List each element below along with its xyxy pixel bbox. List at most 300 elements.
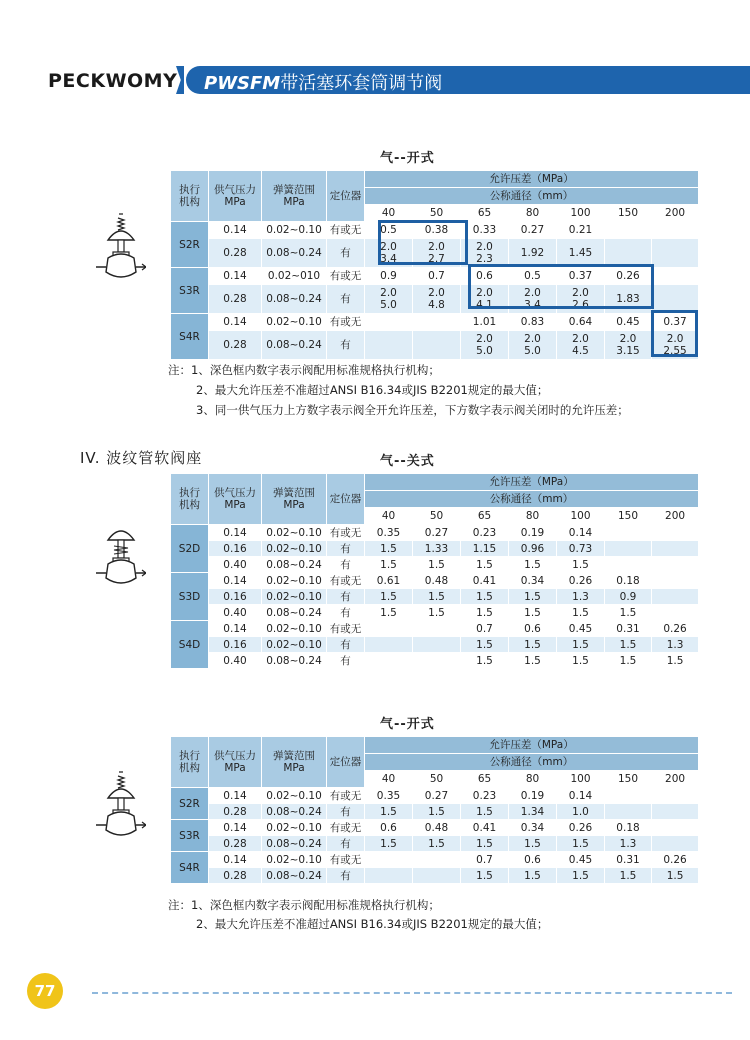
col-size: 150 (605, 508, 652, 525)
value-cell: 1.5 (557, 653, 605, 669)
value-cell: 0.14 (557, 788, 605, 804)
page-header (0, 66, 750, 94)
value-cell: 0.6 (509, 852, 557, 868)
value-cell: 1.45 (557, 239, 605, 268)
value-cell: 0.26 (605, 268, 652, 285)
table-row (171, 314, 699, 331)
col-size: 80 (509, 508, 557, 525)
value-cell (652, 222, 699, 239)
value-line: 4.8 (428, 299, 445, 311)
supply-cell: 0.28 (209, 804, 262, 820)
value-cell: 1.5 (461, 557, 509, 573)
table-row (171, 852, 699, 868)
col-size: 150 (605, 771, 652, 788)
value-cell: 1.5 (509, 868, 557, 884)
col-supply-l2: MPa (224, 196, 246, 208)
supply-cell: 0.40 (209, 557, 262, 573)
value-cell: 0.34 (509, 573, 557, 589)
footer-divider (92, 992, 732, 994)
value-cell: 0.23 (461, 788, 509, 804)
supply-cell: 0.14 (209, 525, 262, 541)
value-cell (461, 331, 509, 360)
col-size: 100 (557, 508, 605, 525)
page-number: 77 (27, 973, 63, 1009)
table-row (171, 868, 699, 884)
col-positioner: 定位器 (327, 171, 365, 222)
supply-cell: 0.14 (209, 222, 262, 239)
value-cell (652, 268, 699, 285)
value-cell: 1.5 (413, 804, 461, 820)
actuator-cell: S2R (171, 222, 209, 268)
value-cell: 0.26 (652, 621, 699, 637)
value-line: 4.5 (572, 345, 589, 357)
spring-cell: 0.08~0.24 (262, 804, 327, 820)
value-cell (365, 637, 413, 653)
value-cell (652, 804, 699, 820)
valve-diagram-air-open-2-icon (96, 770, 146, 850)
value-cell: 0.96 (509, 541, 557, 557)
table2 (170, 473, 699, 669)
value-cell (605, 239, 652, 268)
note-3: 3、同一供气压力上方数字表示阀全开允许压差，下方数字表示阀关闭时的允许压差； (196, 403, 629, 417)
table-row (171, 268, 699, 285)
value-cell: 0.61 (365, 573, 413, 589)
col-supply-l2: MPa (224, 762, 246, 774)
note-t3-1: 注：1、深色框内数字表示阀配用标准规格执行机构； (168, 898, 440, 912)
value-cell: 1.5 (605, 637, 652, 653)
col-spring-l1: 弹簧范围 (273, 184, 315, 196)
spring-cell: 0.08~0.24 (262, 285, 327, 314)
value-cell: 1.5 (461, 868, 509, 884)
value-cell: 1.5 (557, 868, 605, 884)
value-cell: 0.27 (509, 222, 557, 239)
value-cell (461, 239, 509, 268)
value-cell: 0.7 (413, 268, 461, 285)
col-supply (209, 171, 262, 222)
col-size: 65 (461, 205, 509, 222)
value-cell (365, 621, 413, 637)
value-cell: 0.35 (365, 788, 413, 804)
spring-cell: 0.02~0.10 (262, 573, 327, 589)
value-cell: 1.5 (509, 589, 557, 605)
spring-cell: 0.08~0.24 (262, 653, 327, 669)
col-positioner: 定位器 (327, 474, 365, 525)
value-line: 2.6 (572, 299, 589, 311)
positioner-cell: 有 (327, 239, 365, 268)
value-cell: 0.45 (605, 314, 652, 331)
value-cell (605, 557, 652, 573)
supply-cell: 0.14 (209, 314, 262, 331)
value-cell: 1.5 (365, 541, 413, 557)
value-cell: 0.26 (557, 573, 605, 589)
value-cell (413, 314, 461, 331)
positioner-cell: 有 (327, 653, 365, 669)
spring-cell: 0.02~0.10 (262, 852, 327, 868)
col-actuator-l1: 执行 (179, 750, 200, 762)
value-cell (413, 637, 461, 653)
positioner-cell: 有 (327, 868, 365, 884)
value-cell (557, 285, 605, 314)
spring-cell: 0.08~0.24 (262, 557, 327, 573)
value-cell: 1.5 (461, 605, 509, 621)
value-line: 2.0 (476, 241, 493, 253)
value-cell: 0.34 (509, 820, 557, 836)
value-cell: 1.01 (461, 314, 509, 331)
supply-cell: 0.16 (209, 589, 262, 605)
supply-cell: 0.14 (209, 788, 262, 804)
supply-cell: 0.28 (209, 331, 262, 360)
supply-cell: 0.14 (209, 621, 262, 637)
value-cell: 0.48 (413, 820, 461, 836)
col-spring (262, 737, 327, 788)
positioner-cell: 有 (327, 804, 365, 820)
value-cell: 1.3 (605, 836, 652, 852)
col-size: 200 (652, 205, 699, 222)
value-line: 3.15 (616, 345, 640, 357)
col-supply-l1: 供气压力 (214, 184, 256, 196)
table1-title: 气--开式 (380, 151, 435, 166)
value-cell: 1.33 (413, 541, 461, 557)
value-cell: 0.19 (509, 525, 557, 541)
positioner-cell: 有或无 (327, 852, 365, 868)
col-size: 200 (652, 508, 699, 525)
col-size: 100 (557, 205, 605, 222)
value-cell: 0.45 (557, 621, 605, 637)
col-supply-l1: 供气压力 (214, 750, 256, 762)
positioner-cell: 有或无 (327, 820, 365, 836)
spring-cell: 0.08~0.24 (262, 836, 327, 852)
value-cell (413, 239, 461, 268)
value-line: 4.1 (476, 299, 493, 311)
spring-cell: 0.02~0.10 (262, 637, 327, 653)
value-cell: 1.34 (509, 804, 557, 820)
supply-cell: 0.28 (209, 285, 262, 314)
value-line: 3.4 (524, 299, 541, 311)
col-dn: 公称通径（mm） (365, 754, 699, 771)
value-cell: 1.83 (605, 285, 652, 314)
actuator-cell: S3R (171, 268, 209, 314)
col-dp: 允许压差（MPa） (365, 737, 699, 754)
table3 (170, 736, 699, 884)
col-actuator-l1: 执行 (179, 487, 200, 499)
spring-cell: 0.08~0.24 (262, 605, 327, 621)
value-cell: 1.5 (557, 557, 605, 573)
value-cell: 1.5 (413, 605, 461, 621)
col-actuator-l2: 机构 (179, 196, 200, 208)
value-cell (652, 285, 699, 314)
table-row (171, 804, 699, 820)
supply-cell: 0.14 (209, 573, 262, 589)
value-cell: 0.35 (365, 525, 413, 541)
table2-title: 气--关式 (380, 454, 435, 469)
col-supply (209, 737, 262, 788)
value-cell: 1.3 (652, 637, 699, 653)
value-cell (557, 331, 605, 360)
spring-cell: 0.02~0.10 (262, 788, 327, 804)
value-cell: 1.3 (557, 589, 605, 605)
table-row (171, 788, 699, 804)
positioner-cell: 有或无 (327, 788, 365, 804)
note-1: 注：1、深色框内数字表示阀配用标准规格执行机构； (168, 363, 440, 377)
title-cn: 带活塞环套筒调节阀 (280, 73, 443, 94)
value-cell (413, 285, 461, 314)
col-spring-l2: MPa (283, 762, 305, 774)
table-row (171, 573, 699, 589)
value-cell: 0.37 (557, 268, 605, 285)
table-row (171, 222, 699, 239)
page-title (204, 69, 442, 95)
value-cell: 1.5 (365, 804, 413, 820)
actuator-cell: S2R (171, 788, 209, 820)
col-spring-l2: MPa (283, 196, 305, 208)
table-row (171, 605, 699, 621)
supply-cell: 0.14 (209, 268, 262, 285)
value-cell: 0.23 (461, 525, 509, 541)
value-cell: 1.5 (365, 557, 413, 573)
value-cell: 1.5 (461, 589, 509, 605)
table-row (171, 637, 699, 653)
value-cell (652, 589, 699, 605)
value-cell: 0.33 (461, 222, 509, 239)
supply-cell: 0.40 (209, 605, 262, 621)
value-cell (652, 836, 699, 852)
value-cell (652, 573, 699, 589)
positioner-cell: 有 (327, 836, 365, 852)
positioner-cell: 有 (327, 285, 365, 314)
col-actuator-l2: 机构 (179, 762, 200, 774)
col-size: 40 (365, 771, 413, 788)
col-size: 80 (509, 205, 557, 222)
value-cell: 1.5 (461, 836, 509, 852)
value-cell: 1.5 (557, 637, 605, 653)
brand-logo: PECKWOMY (48, 70, 178, 92)
value-cell: 1.0 (557, 804, 605, 820)
value-line: 5.0 (380, 299, 397, 311)
value-line: 5.0 (476, 345, 493, 357)
value-cell: 0.83 (509, 314, 557, 331)
value-cell: 1.5 (509, 557, 557, 573)
valve-diagram-air-close-icon (96, 518, 146, 598)
value-cell: 1.5 (509, 653, 557, 669)
value-cell (413, 852, 461, 868)
col-actuator (171, 737, 209, 788)
supply-cell: 0.40 (209, 653, 262, 669)
positioner-cell: 有 (327, 541, 365, 557)
positioner-cell: 有 (327, 589, 365, 605)
value-cell (413, 621, 461, 637)
table-row (171, 239, 699, 268)
value-cell (413, 653, 461, 669)
table-row (171, 525, 699, 541)
value-cell: 0.5 (509, 268, 557, 285)
value-cell: 1.5 (652, 868, 699, 884)
title-model: PWSFM (204, 73, 281, 94)
actuator-cell: S3D (171, 573, 209, 621)
value-cell: 1.5 (461, 653, 509, 669)
col-size: 150 (605, 205, 652, 222)
spring-cell: 0.08~0.24 (262, 868, 327, 884)
value-cell: 0.27 (413, 788, 461, 804)
value-cell (365, 314, 413, 331)
table-row (171, 621, 699, 637)
value-cell: 0.37 (652, 314, 699, 331)
value-line: 2.0 (524, 333, 541, 345)
value-cell (461, 285, 509, 314)
value-cell (605, 222, 652, 239)
value-cell: 0.31 (605, 621, 652, 637)
spring-cell: 0.02~0.10 (262, 589, 327, 605)
value-cell: 0.7 (461, 621, 509, 637)
positioner-cell: 有或无 (327, 314, 365, 331)
value-cell: 0.6 (509, 621, 557, 637)
col-dn: 公称通径（mm） (365, 188, 699, 205)
value-line: 2.0 (428, 287, 445, 299)
value-cell (652, 541, 699, 557)
value-cell (605, 788, 652, 804)
value-line: 3.4 (380, 253, 397, 265)
supply-cell: 0.14 (209, 820, 262, 836)
value-cell (605, 804, 652, 820)
value-cell: 0.19 (509, 788, 557, 804)
value-cell (652, 331, 699, 360)
value-cell (413, 331, 461, 360)
value-cell (509, 285, 557, 314)
value-cell: 1.5 (557, 836, 605, 852)
value-cell (652, 557, 699, 573)
value-cell: 1.5 (461, 804, 509, 820)
table-row (171, 557, 699, 573)
note-t3-2: 2、最大允许压差不准超过ANSI B16.34或JIS B2201规定的最大值； (196, 917, 549, 931)
col-size: 50 (413, 771, 461, 788)
value-cell (652, 525, 699, 541)
col-size: 40 (365, 205, 413, 222)
positioner-cell: 有或无 (327, 621, 365, 637)
value-cell: 1.5 (605, 605, 652, 621)
value-cell: 1.15 (461, 541, 509, 557)
table-row (171, 285, 699, 314)
table-row (171, 836, 699, 852)
supply-cell: 0.28 (209, 836, 262, 852)
spring-cell: 0.02~0.10 (262, 820, 327, 836)
value-cell: 1.5 (509, 637, 557, 653)
value-cell: 1.5 (413, 836, 461, 852)
value-cell: 0.26 (652, 852, 699, 868)
positioner-cell: 有或无 (327, 222, 365, 239)
col-size: 100 (557, 771, 605, 788)
value-cell (605, 541, 652, 557)
actuator-cell: S4R (171, 314, 209, 360)
value-cell: 0.5 (365, 222, 413, 239)
value-line: 2.55 (663, 345, 687, 357)
value-cell: 0.48 (413, 573, 461, 589)
value-line: 5.0 (524, 345, 541, 357)
value-cell (652, 605, 699, 621)
positioner-cell: 有 (327, 637, 365, 653)
positioner-cell: 有或无 (327, 268, 365, 285)
valve-diagram-air-open-icon (96, 212, 146, 292)
value-cell: 1.5 (605, 653, 652, 669)
supply-cell: 0.16 (209, 541, 262, 557)
col-spring (262, 171, 327, 222)
value-line: 2.3 (476, 253, 493, 265)
value-cell: 1.5 (509, 605, 557, 621)
value-line: 2.0 (572, 287, 589, 299)
value-cell: 1.5 (413, 557, 461, 573)
value-cell: 1.5 (509, 836, 557, 852)
spring-cell: 0.08~0.24 (262, 331, 327, 360)
positioner-cell: 有 (327, 557, 365, 573)
value-line: 2.0 (666, 333, 684, 345)
col-actuator (171, 171, 209, 222)
table1 (170, 170, 699, 360)
value-cell (605, 525, 652, 541)
col-actuator (171, 474, 209, 525)
value-line: 2.0 (428, 241, 445, 253)
value-line: 2.0 (524, 287, 541, 299)
table-row (171, 820, 699, 836)
spring-cell: 0.02~0.10 (262, 314, 327, 331)
note-2: 2、最大允许压差不准超过ANSI B16.34或JIS B2201规定的最大值； (196, 383, 549, 397)
actuator-cell: S4R (171, 852, 209, 884)
value-cell (365, 868, 413, 884)
spring-cell: 0.02~0.10 (262, 525, 327, 541)
actuator-cell: S3R (171, 820, 209, 852)
value-line: 2.0 (476, 287, 493, 299)
col-spring (262, 474, 327, 525)
col-actuator-l2: 机构 (179, 499, 200, 511)
value-cell: 0.7 (461, 852, 509, 868)
table-row (171, 331, 699, 360)
value-line: 2.0 (619, 333, 637, 345)
value-cell: 0.14 (557, 525, 605, 541)
value-cell: 0.38 (413, 222, 461, 239)
table-row (171, 653, 699, 669)
col-dn: 公称通径（mm） (365, 491, 699, 508)
col-size: 40 (365, 508, 413, 525)
value-cell (365, 285, 413, 314)
value-line: 2.7 (428, 253, 445, 265)
col-size: 65 (461, 508, 509, 525)
value-cell (365, 852, 413, 868)
value-cell: 0.45 (557, 852, 605, 868)
value-cell: 0.9 (365, 268, 413, 285)
value-cell: 1.5 (652, 653, 699, 669)
value-cell (605, 331, 652, 360)
table-row (171, 541, 699, 557)
value-cell (365, 653, 413, 669)
value-cell: 0.6 (365, 820, 413, 836)
col-spring-l1: 弹簧范围 (273, 750, 315, 762)
value-cell: 1.5 (365, 605, 413, 621)
col-spring-l2: MPa (283, 499, 305, 511)
value-cell: 0.73 (557, 541, 605, 557)
supply-cell: 0.28 (209, 239, 262, 268)
table3-title: 气--开式 (380, 717, 435, 732)
spring-cell: 0.08~0.24 (262, 239, 327, 268)
col-actuator-l1: 执行 (179, 184, 200, 196)
value-cell (652, 788, 699, 804)
positioner-cell: 有 (327, 331, 365, 360)
value-cell: 0.64 (557, 314, 605, 331)
value-cell (509, 331, 557, 360)
col-supply-l1: 供气压力 (214, 487, 256, 499)
col-dp: 允许压差（MPa） (365, 171, 699, 188)
value-cell: 1.92 (509, 239, 557, 268)
value-cell (652, 239, 699, 268)
value-cell: 0.41 (461, 573, 509, 589)
actuator-cell: S4D (171, 621, 209, 669)
table-row (171, 589, 699, 605)
